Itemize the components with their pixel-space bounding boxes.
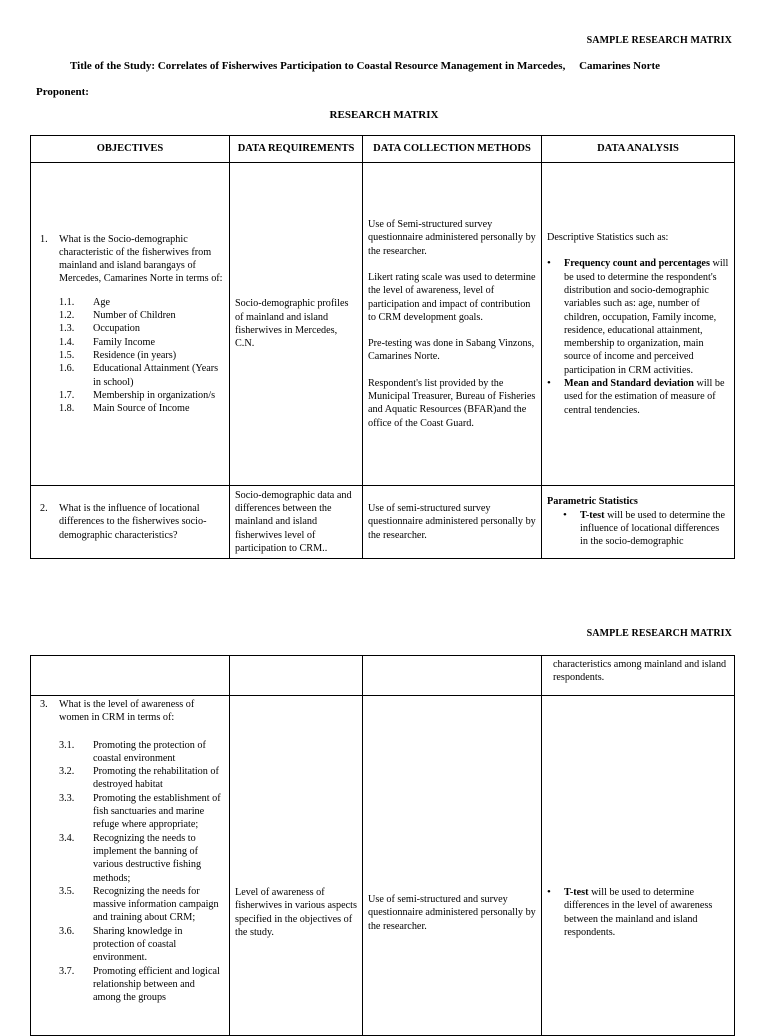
data-analysis-cell: Parametric Statistics • T-test will be used to determine the influence of locational differences in the socio-demographic (542, 486, 735, 559)
list-item: 1.1. Age (59, 296, 110, 308)
bullet-icon: • (547, 377, 551, 390)
data-collection-cell: Use of semi-structured and survey questionnaire administered personally by the researcher. (363, 696, 542, 1036)
table-row (31, 486, 735, 559)
list-item: 3.1. Promoting the protection of coastal environment (59, 739, 206, 764)
list-item: 3.7. Promoting efficient and logical relationship between and among the groups (59, 965, 220, 1004)
column-header-data-requirements: DATA REQUIREMENTS (230, 136, 363, 163)
column-header-data-collection-methods: DATA COLLECTION METHODS (363, 136, 542, 163)
bullet-icon: • (547, 886, 551, 898)
list-item: 1.6. Educational Attainment (Years in school) (59, 363, 219, 388)
research-matrix-table-continued (30, 655, 735, 1036)
page-header-label: SAMPLE RESEARCH MATRIX (586, 628, 732, 639)
data-analysis-cell (542, 696, 735, 1036)
list-item: • Mean and Standard deviation will be used for the estimation of measure of central tendencies. (547, 377, 725, 416)
list-item: 3.4. Recognizing the needs to implement the banning of various destructive fishing methods; (59, 832, 202, 884)
table-row (31, 163, 735, 486)
table-header-row (31, 136, 735, 163)
study-title: Title of the Study: Correlates of Fisherwives Participation to Coastal Resource Management in Marcedes, Camarines Norte (70, 60, 661, 72)
list-item: 1.3. Occupation (59, 323, 140, 335)
list-item: 1.8. Main Source of Income (59, 403, 190, 415)
table-row (31, 656, 735, 696)
table-row (31, 696, 735, 1036)
list-item: • Frequency count and percentages will be used to determine the respondent's distribution and socio-demographic variables such as: age, number of children, occupation, Family income, residence, educational attainment, membership to organization, main source of income and perceived participation in CRM activities. (547, 257, 729, 376)
data-analysis-cell: characteristics among mainland and island respondents. (542, 656, 735, 696)
data-analysis-cell: Descriptive Statistics such as: • Frequency count and percentages will be used to determine the respondent's distribution and socio-demographic variables such as: age, number of children, occupation, Family income, residence, educational attainment, membership to organization, main source of income and perceived participation in CRM activities. • Mean and Standard deviation will be used for the estimation of measure of central tendencies. (542, 163, 735, 486)
column-header-objectives: OBJECTIVES (31, 136, 230, 163)
bullet-icon: • (547, 257, 551, 270)
data-requirements-cell: Socio-demographic data and differences between the mainland and island fisherwives level of participation to CRM.. (230, 486, 363, 559)
list-item: 3.6. Sharing knowledge in protection of coastal environment. (59, 925, 183, 964)
sub-item-list (36, 296, 224, 416)
data-collection-cell: Use of Semi-structured survey questionnaire administered personally by the researcher. Likert rating scale was used to determine the level of awareness, level of participation and impact of contribution to CRM development goals. Pre-testing was done in Sabang Vinzons, Camarines Norte. Respondent's list provided by the Municipal Treasurer, Bureau of Fisheries and Aquatic Resources (BFAR)and the office of the Coast Guard. (363, 163, 542, 486)
list-item: 1.4. Family Income (59, 336, 155, 348)
list-item: 1.2. Number of Children (59, 310, 176, 322)
research-matrix-table (30, 135, 735, 559)
list-item: • T-test will be used to determine the influence of locational differences in the socio-demographic (547, 509, 729, 549)
data-collection-cell: Use of semi-structured survey questionnaire administered personally by the researcher. (363, 486, 542, 559)
list-item: 1.5. Residence (in years) (59, 349, 177, 361)
proponent-label: Proponent: (36, 86, 89, 98)
column-header-data-analysis: DATA ANALYSIS (542, 136, 735, 163)
list-item: 3.3. Promoting the establishment of fish sanctuaries and marine refuge where appropriate; (59, 792, 221, 831)
bullet-icon: • (563, 508, 567, 521)
data-requirements-cell: Socio-demographic profiles of mainland and island fisherwives in Mercedes, C.N. (230, 163, 363, 486)
list-item: • T-test will be used to determine differences in the level of awareness between the mainland and island respondents. (547, 886, 713, 938)
objective-cell: 2. What is the influence of locational differences to the fisherwives socio-demographic characteristics? (31, 486, 230, 559)
page-header-label: SAMPLE RESEARCH MATRIX (586, 35, 732, 46)
objective-cell: 1. What is the Socio-demographic characteristic of the fisherwives from mainland and island barangays of Mercedes, Camarines Norte in terms of: 1.1. Age 1.2. Number of Children 1.3. Occupation 1.4. Family Income 1.5. Residence (in years) 1.6. Educational Attainment (Years in school) 1.7. Membership in organization/s 1.8. Main Source of Income (31, 163, 230, 486)
list-item: 1.7. Membership in organization/s (59, 389, 216, 401)
list-item: 3.5. Recognizing the needs for massive information campaign and training about CRM; (59, 885, 219, 924)
objective-text: What is the Socio-demographic characteristic of the fisherwives from mainland and island barangays of Mercedes, Camarines Norte in terms of: (59, 233, 223, 285)
data-requirements-cell: Level of awareness of fisherwives in various aspects specified in the objectives of the study. (230, 696, 363, 1036)
matrix-heading: RESEARCH MATRIX (329, 109, 439, 121)
objective-cell: 3. What is the level of awareness of women in CRM in terms of: 3.1. Promoting the protection of coastal environment 3.2. Promoting the rehabilitation of destroyed habitat 3.3. Promoting the establishment of fish sanctuaries and marine refuge where appropriate; 3.4. Recognizing the needs to implement the banning of various destructive fishing methods; 3.5. Recognizing the needs for massive information campaign and training about CRM; 3.6. Sharing knowledge in protection of coastal environment. 3.7. Promoting efficient and logical relationship between and among the groups (31, 696, 230, 1036)
list-item: 3.2. Promoting the rehabilitation of destroyed habitat (59, 766, 219, 791)
